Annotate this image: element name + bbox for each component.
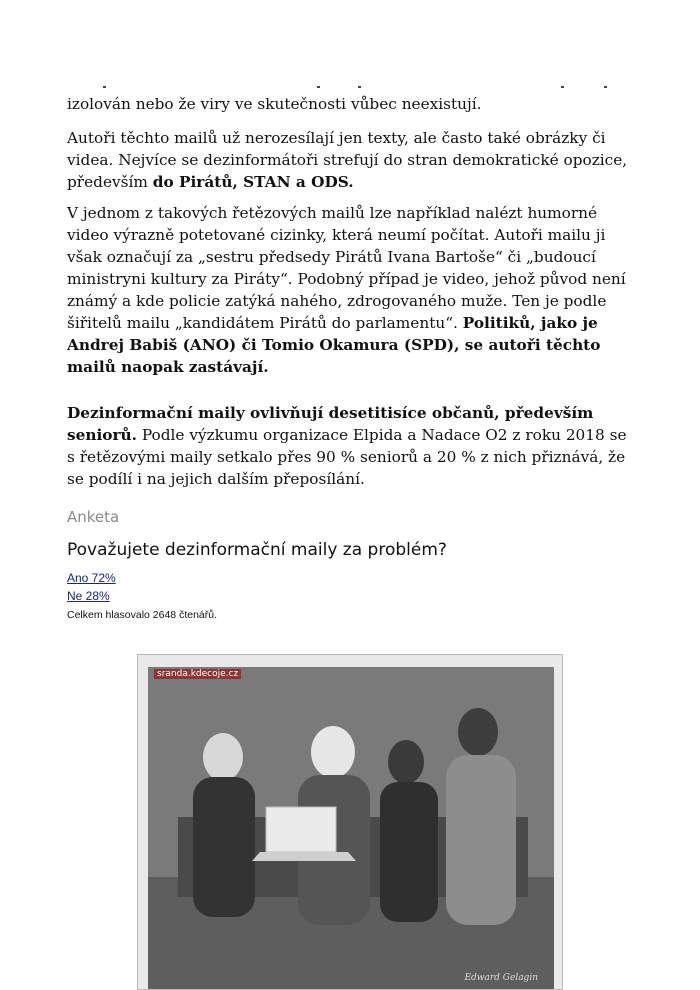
paragraph-chain-mail: [67, 202, 637, 378]
paragraph-text: Podle výzkumu organizace Elpida a Nadace O2 z roku 2018 se s řetězovými maily setkalo přes 90 % seniorů a 20 % z nich přiznává, že se podílí i na jejich dalším přeposílání.: [67, 426, 627, 488]
poll-option-yes[interactable]: Ano 72%: [67, 571, 116, 585]
photo-watermark: sranda.kdecoje.cz: [154, 669, 241, 679]
poll-total-votes: Celkem hlasovalo 2648 čtenářů.: [67, 609, 218, 621]
poll-question: Považujete dezinformační maily za problém?: [67, 540, 447, 560]
paragraph-bold: Dezinformační maily ovlivňují desetitisíce občanů, především seniorů.: [67, 404, 594, 444]
paragraph-seniors: [67, 402, 637, 490]
paragraph-text: Autoři těchto mailů už nerozesílají jen texty, ale často také obrázky či videa. Nejvíce se dezinformátoři strefují do stran demokratické opozice, především: [67, 129, 628, 191]
cropped-text-line: [67, 86, 637, 92]
article-photo: [137, 654, 563, 990]
photo-seniors-laptop: [148, 667, 552, 989]
poll-label: Anketa: [67, 508, 120, 526]
paragraph-fragment: izolován nebo že viry ve skutečnosti vůbec neexistují.: [67, 95, 482, 113]
photo-illustration: [148, 667, 554, 990]
photo-signature: Edward Gelagin: [464, 973, 538, 983]
paragraph-opposition: [67, 127, 637, 193]
paragraph-bold: Politiků, jako je Andrej Babiš (ANO) či Tomio Okamura (SPD), se autoři těchto mailů naopak zastávají.: [67, 314, 601, 376]
poll-option-no[interactable]: Ne 28%: [67, 589, 110, 603]
paragraph-bold: do Pirátů, STAN a ODS.: [152, 173, 354, 191]
paragraph-text: V jednom z takových řetězových mailů lze například nalézt humorné video výrazně potetované cizinky, která neumí počítat. Autoři mailu ji však označují za „sestru předsedy Pirátů Ivana Bartoše“ či „budoucí ministryni kultury za Piráty“. Podobný případ je video, jehož původ není známý a kde policie zatýká nahého, zdrogovaného muže. Ten je podle šiřitelů mailu „kandidátem Pirátů do parlamentu“.: [67, 204, 626, 332]
